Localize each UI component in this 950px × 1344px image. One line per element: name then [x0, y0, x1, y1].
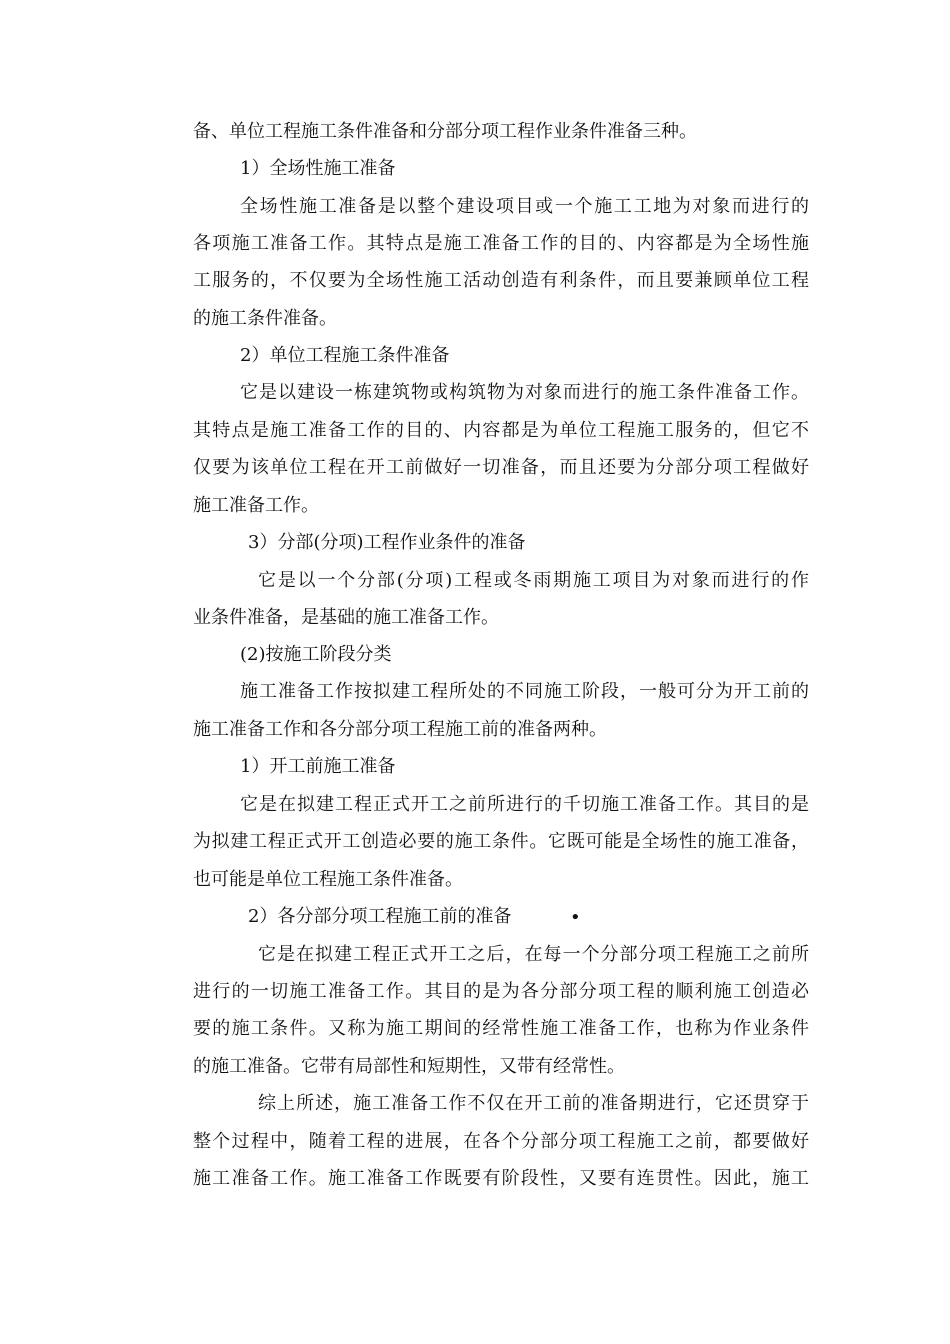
text-line: 施工准备工作。施工准备工作既要有阶段性，又要有连贯性。因此，施工	[193, 1168, 809, 1189]
section-heading: 2）各分部分项工程施工前的准备	[248, 906, 512, 927]
text-line: 工服务的，不仅要为全场性施工活动创造有利条件，而且要兼顾单位工程	[193, 270, 809, 291]
text-line: 仅要为该单位工程在开工前做好一切准备，而且还要为分部分项工程做好	[193, 457, 809, 478]
text-line: 它是以一个分部(分项)工程或冬雨期施工项目为对象而进行的作	[258, 570, 809, 591]
text-line: 的施工条件准备。	[193, 308, 337, 329]
text-line: 也可能是单位工程施工条件准备。	[193, 869, 463, 890]
text-line: 为拟建工程正式开工创造必要的施工条件。它既可能是全场性的施工准备，	[193, 831, 809, 852]
text-line: 施工准备工作和各分部分项工程施工前的准备两种。	[193, 719, 607, 740]
text-line: 其特点是施工准备工作的目的、内容都是为单位工程施工服务的，但它不	[193, 420, 809, 441]
stray-mark: •	[570, 907, 581, 928]
text-line: 施工准备工作。	[193, 495, 319, 516]
text-line: 它是在拟建工程正式开工之后，在每一个分部分项工程施工之前所	[258, 944, 809, 965]
text-line: 进行的一切施工准备工作。其目的是为各分部分项工程的顺利施工创造必	[193, 981, 809, 1002]
text-line: 综上所述，施工准备工作不仅在开工前的准备期进行，它还贯穿于	[258, 1093, 809, 1114]
section-heading: 1）全场性施工准备	[240, 158, 396, 179]
text-line: 它是以建设一栋建筑物或构筑物为对象而进行的施工条件准备工作。	[240, 382, 809, 403]
text-line: 备、单位工程施工条件准备和分部分项工程作业条件准备三种。	[193, 121, 697, 142]
text-line: 各项施工准备工作。其特点是施工准备工作的目的、内容都是为全场性施	[193, 233, 809, 254]
text-line: 它是在拟建工程正式开工之前所进行的千切施工准备工作。其目的是	[240, 794, 809, 815]
text-line: 全场性施工准备是以整个建设项目或一个施工工地为对象而进行的	[240, 196, 809, 217]
section-heading: 2）单位工程施工条件准备	[240, 345, 450, 366]
text-line: 的施工准备。它带有局部性和短期性，又带有经常性。	[193, 1056, 625, 1077]
text-line: 整个过程中，随着工程的进展，在各个分部分项工程施工之前，都要做好	[193, 1131, 809, 1152]
text-line: 要的施工条件。又称为施工期间的经常性施工准备工作，也称为作业条件	[193, 1018, 809, 1039]
section-heading: 1）开工前施工准备	[240, 756, 396, 777]
section-heading: (2)按施工阶段分类	[240, 644, 392, 665]
text-line: 施工准备工作按拟建工程所处的不同施工阶段，一般可分为开工前的	[240, 681, 809, 702]
section-heading: 3）分部(分项)工程作业条件的准备	[248, 532, 526, 553]
text-line: 业条件准备，是基础的施工准备工作。	[193, 607, 499, 628]
